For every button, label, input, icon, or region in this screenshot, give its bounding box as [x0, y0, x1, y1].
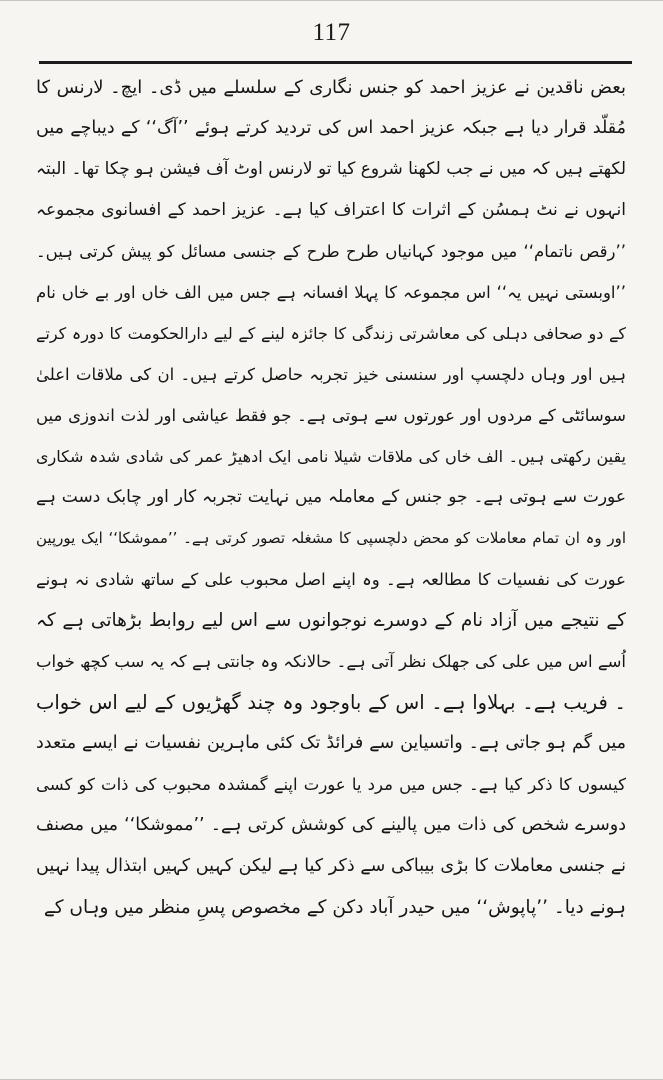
text-line: ’’رقص ناتمام‘‘ میں موجود کہانیاں طرح طرح کے جنسی مسائل کو پیش کرتی ہیں۔: [36, 242, 626, 261]
text-line: دوسرے شخص کی ذات میں پالینے کی کوشش کرتی ہے۔ ’’مموشکا‘‘ میں مصنف: [36, 815, 626, 835]
text-line: کے نتیجے میں آزاد نام کے دوسرے نوجوانوں سے اس لیے روابط بڑھاتی ہے کہ: [36, 610, 626, 631]
text-line: عورت کی نفسیات کا مطالعہ ہے۔ وہ اپنے اصل محبوب علی کے ساتھ شادی نہ ہونے: [36, 570, 626, 589]
text-line: ہونے دیا۔ ’’پاپوش‘‘ میں حیدر آباد دکن کے مخصوص پسِ منظر میں وہاں کے: [43, 897, 626, 918]
text-line: میں گم ہو جاتی ہے۔ واتسیاین سے فرائڈ تک کئی ماہرین نفسیات نے ایسے متعدد: [36, 733, 626, 753]
text-line: نے جنسی معاملات کا بڑی بیباکی سے ذکر کیا ہے لیکن کہیں کہیں ابتذال پیدا نہیں: [36, 856, 626, 876]
text-line: اور وہ ان تمام معاملات کو محض دلچسپی کا مشغلہ تصور کرتی ہے۔ ’’مموشکا‘‘ ایک یورپین: [36, 529, 626, 547]
text-line: سوسائٹی کے مردوں اور عورتوں سے ہوتی ہے۔ جو فقط عیاشی اور لذت اندوزی میں: [36, 406, 626, 425]
text-line: عورت سے ہوتی ہے۔ جو جنس کے معاملہ میں نہایت تجربہ کار اور چابک دست ہے: [36, 487, 626, 507]
page-number: 117: [312, 19, 351, 46]
text-line: کیسوں کا ذکر کیا ہے۔ جس میں مرد یا عورت اپنے گمشدہ محبوب کی ذات کو کسی: [36, 775, 626, 794]
text-line: یقین رکھتی ہیں۔ الف خاں کی ملاقات شیلا نامی ایک ادھیڑ عمر کی شادی شدہ شکاری: [36, 447, 626, 466]
text-line: کے دو صحافی دہلی کی معاشرتی زندگی کا جائزہ لینے کے لیے دارالحکومت کا دورہ کرتے: [36, 324, 626, 343]
header-rule: [39, 61, 632, 64]
body-text: [36, 67, 626, 928]
text-line: ۔ فریب ہے۔ بہلاوا ہے۔ اس کے باوجود وہ چند گھڑیوں کے لیے اس خواب: [36, 691, 626, 714]
text-line: ’’اوبستی نہیں یہ‘‘ اس مجموعہ کا پہلا افسانہ ہے جس میں الف خاں اور بے خاں نام: [36, 283, 626, 302]
text-line: لکھتے ہیں کہ میں نے جب لکھنا شروع کیا تو لارنس اوٹ آف فیشن ہو چکا تھا۔ البتہ: [36, 159, 626, 179]
text-line: انہوں نے نٹ ہمسُن کے اثرات کا اعتراف کیا ہے۔ عزیز احمد کے افسانوی مجموعہ: [36, 200, 626, 220]
text-line: مُقلّد قرار دیا ہے جبکہ عزیز احمد اس کی تردید کرتے ہوئے ’’آگ‘‘ کے دیباچے میں: [36, 118, 626, 138]
text-line: اُسے اس میں علی کی جھلک نظر آتی ہے۔ حالانکہ وہ جانتی ہے کہ یہ سب کچھ خواب: [36, 652, 626, 671]
text-line: بعض ناقدین نے عزیز احمد کو جنس نگاری کے سلسلے میں ڈی۔ ایچ۔ لارنس کا: [36, 77, 626, 98]
text-line: ہیں اور وہاں دلچسپ اور سنسنی خیز تجربہ حاصل کرتے ہیں۔ ان کی ملاقات اعلیٰ: [36, 365, 626, 384]
